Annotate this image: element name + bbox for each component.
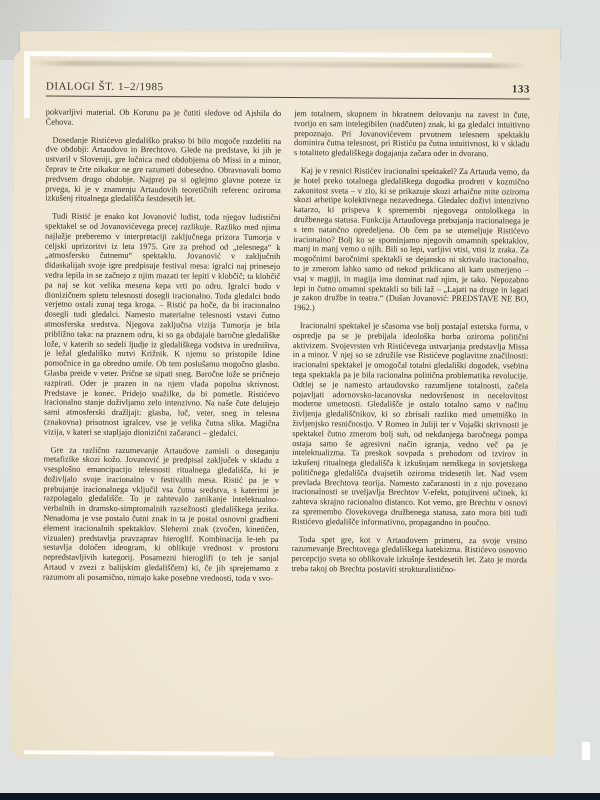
paragraph: Dosedanje Ristićevo gledališko prakso bi bilo mogoče razdeliti na dve obdobji: Artaudovo in Brechtovo. Glede na predstave, ki jih je ustvaril v Sloveniji, gre ločnica med obdobjema ob Missi in a minor, čeprav te črte nikakor ne gre razumeti dobesedno. Obravnavali bomo predvsem drugo obdobje. Najprej pa si oglejmo glavne poteze iz prvega, ki je v znamenju Artaudovih teoretičnih referenc oziroma izkušenj ritualnega gledališča šestdesetih let. (45, 135, 282, 204)
right-column (290, 109, 529, 744)
scanner-bottom-strip (0, 793, 600, 800)
journal-title: DIALOGI ŠT. 1–2/1985 (45, 80, 164, 94)
paragraph: Gre za različno razumevanje Artaudove zamisli o doseganju metafizike skozi kožo. Jovanović je predpisal zaključek v skladu z vsesplošno emancipacijo telesnosti ritualnega gledališča, ki je doživljalo svoje iracionalno v festivalih mesa. Ristić pa je v prebujanje iracionalnega vključil vsa čutna sredstva, s katerimi je razpolagalo gledališče. To je zahtevalo zanikanje intelektualno-verbalnih in dramsko-simptomalnih razsežnosti gledališkega jezika. Nenadoma je vse postalo čutni znak in ta je postal osnovni gradbeni element iracionalnih spektaklov. Sleherni znak (zvočen, kinetičen, vizualen) predstavlja pravzaprav hieroglif. Kombinacija le-teh pa sestavlja določen ideogram, ki oblikuje vrednost v prostoru nepredstavljivih kategorij. Posamezni hieroglifi (o teh je sanjal Artaud v zvezi z balijskim gledališčem) ki, če jih sprejemamo z razumom ali posamično, nimajo kake posebne vrednosti, toda v svo- (42, 445, 280, 583)
left-column (42, 108, 281, 743)
scan-scratch-right (582, 742, 590, 760)
paragraph: Kaj je v resnici Ristićev iracionalni spektakel? Za Artauda vemo, da je hotel preko totalnega gledališkega dogodka prodreti v kozmično zakonitost sveta – v zlo, ki se prikazuje skozi arhaične mite oziroma skozi arhetipe kolektivnega nezavednega. Gledalec doživi intenzivno katarzo, ki prispeva k spremembi njegovega ontološkega in družbenega statusa. Funkcija Artaudovega prebujanja iracionalnega je s tem natančno opredeljena. Ob čem pa se utemeljuje Ristićevo iracionalno? Bolj ko se spominjamo njegovih omamnih spektaklov, manj in manj vemo o njih. Bili so lepi, varljivi vtisi, vtisi iz zraka. Za mogočnimi baročnimi spektakli se dejansko ni skrivalo iracionalno, to je zmerom lahko samo od nekod priklicano ali kam usmerjeno – vsaj v magiji, in magija ima dominat nad njim, je tako. Nepozabno lepi in čutno omamni spektakli so bili laž – „Lajati na druge in lagati je zakon družbe in teatra.“ (Dušan Jovanović: PREDSTAVE NE BO, 1962.) (293, 166, 530, 313)
page-content (10, 34, 560, 761)
page-number: 133 (511, 83, 530, 96)
paragraph: Tudi Ristić je enako kot Jovanović ludist, toda njegov ludistični spektakel se od Jovanovićevega precej razlikuje. Razliko med njima najlažje preberemo v interpretaciji zaključnega prizora Tumorja v celjski uprizoritvi iz leta 1975. Gre za prehod od „telesnega“ k „atmosfersko čutnemu“ spektaklu. Jovanović v zaključnih didaskalijah svoje igre predpisuje festival mesa: igralci naj prinesejo vedra lepila in se začnejo z njim mazati ter lepiti v klobčič; ta klobčič pa naj se kot velika mesena kepa vrti po odru. Igralci bodo v dionizičnem spletu telesnosti dosegli iracionalno. Toda gledalci bodo verjetno ostali zunaj tega kroga. – Ristić pa hoče, da bi iracionalno dosegli tudi gledalci. Namesto materialne telesnosti vstavi čutno atmosferska sredstva. Njegova zaključna vizija Tumorja je bila približno taka: na praznem odru, ki so ga obdajale baročne gledališke lože, v katerih so sedeli ljudje iz gledališkega vodstva in uredništva, je ležal gledališko mrtvi Križnik. K njemu so pristopile Idine pomočnice in ga obredno umile. Ob tem poslušamo mogočno glasbo. Glasba preide v veter. Prične se sipati sneg. Baročne lože se pričnejo razpirati. Oder je prazen in na njem vlada popolna skrivnost. Predstave je konec. Pridejo snažilke, da bi pometle. Ristićevo iracionalno stanje doživljamo zelo intenzivno. Na naše čute delujejo sami atmosferski dražljaji: glasba, luč, veter, sneg in telesna (znakovna) prisotnost igralcev, vse je velika čutna slika. Magična vizija, v kateri se stapljajo dionizični začaranci – gledalci. (43, 211, 281, 438)
paragraph: Iracionalni spektakel je sčasoma vse bolj postajal estetska forma, v ospredje pa se je prebijala ideološka borba oziroma politični aktivizem. Svojevrsten vrh Ristićevega ustvarjanja predstavlja Missa in a minor. V njej so se združile vse Ristićeve poglavitne značilnosti: iracionalni spektakel je omogočal totalni gledališki dogodek, vsebina tega spektakla pa je bila racionalna politična problematika revolucije. Odtlej se je namesto artaudovsko razumljene totalnosti, začela pojavljati adornovsko-lacanovska nedovršenost in necelovitost moderne umetnosti. Gledališče je ostalo totalno samo v načinu življenja gledališčnikov, ki so zbrisali razliko med umetniško in življenjsko resničnostjo. V Romeo in Juliji ter v Vojaški skrivnosti je spektakel čutno zmerom bolj suh, od nekdanjega baročnega pompa ostaja samo še agresivni način igranja, vedno več pa je intelektualizma. Ta preskok sovpada s prehodom od izvirov in izkušenj ritualnega gledališča k izkušnjam nemškega in sovjetskega političnega gledališča dvajsetih oziroma tridesetih let. Nad vsem prevlada Brechtova teorija. Namesto začaranosti in z njo povezano iracionalnosti se uveljavlja Brechtov V-efekt, potujitveni učinek, ki zahteva skrajno racionalno distanco. Kot vemo, gre Brechtu v osnovi za spremembo človekovega družbenega statusa, zato mora biti tudi Ristićevo gledališče informativno, propagandno in poučno. (291, 321, 529, 528)
paragraph: Toda spet gre, kot v Artaudovem primeru, za svoje vrstno razumevanje Brechtovega gledališkega katekizma. Ristićevo osnovno percepcijo sveta so oblikovale izkušnje šestdesetih let. Zato je morda treba takoj ob Brechta postaviti strukturalistično- (291, 534, 528, 575)
paragraph: jem totalnem, skupnem in hkratnem delovanju na zavest in čute, tvorijo en sam intelegibilen (nadčuten) znak, ki ga gledalci intuitivno prepoznajo. Pri Jovanovićevem prvotnem telesnem spektaklu dominira čutna telesnost, pri Ristiću pa čutna intuitivnost, ki v skladu s totaliteto gledališkega dogajanja začara oder in dvorano. (293, 109, 530, 159)
running-head (46, 81, 530, 96)
header-rule (46, 96, 530, 100)
text-columns (42, 108, 530, 745)
paragraph: pokvarljivi material. Ob Korunu pa je čutiti sledove od Ajshila do Čehova. (45, 107, 282, 127)
